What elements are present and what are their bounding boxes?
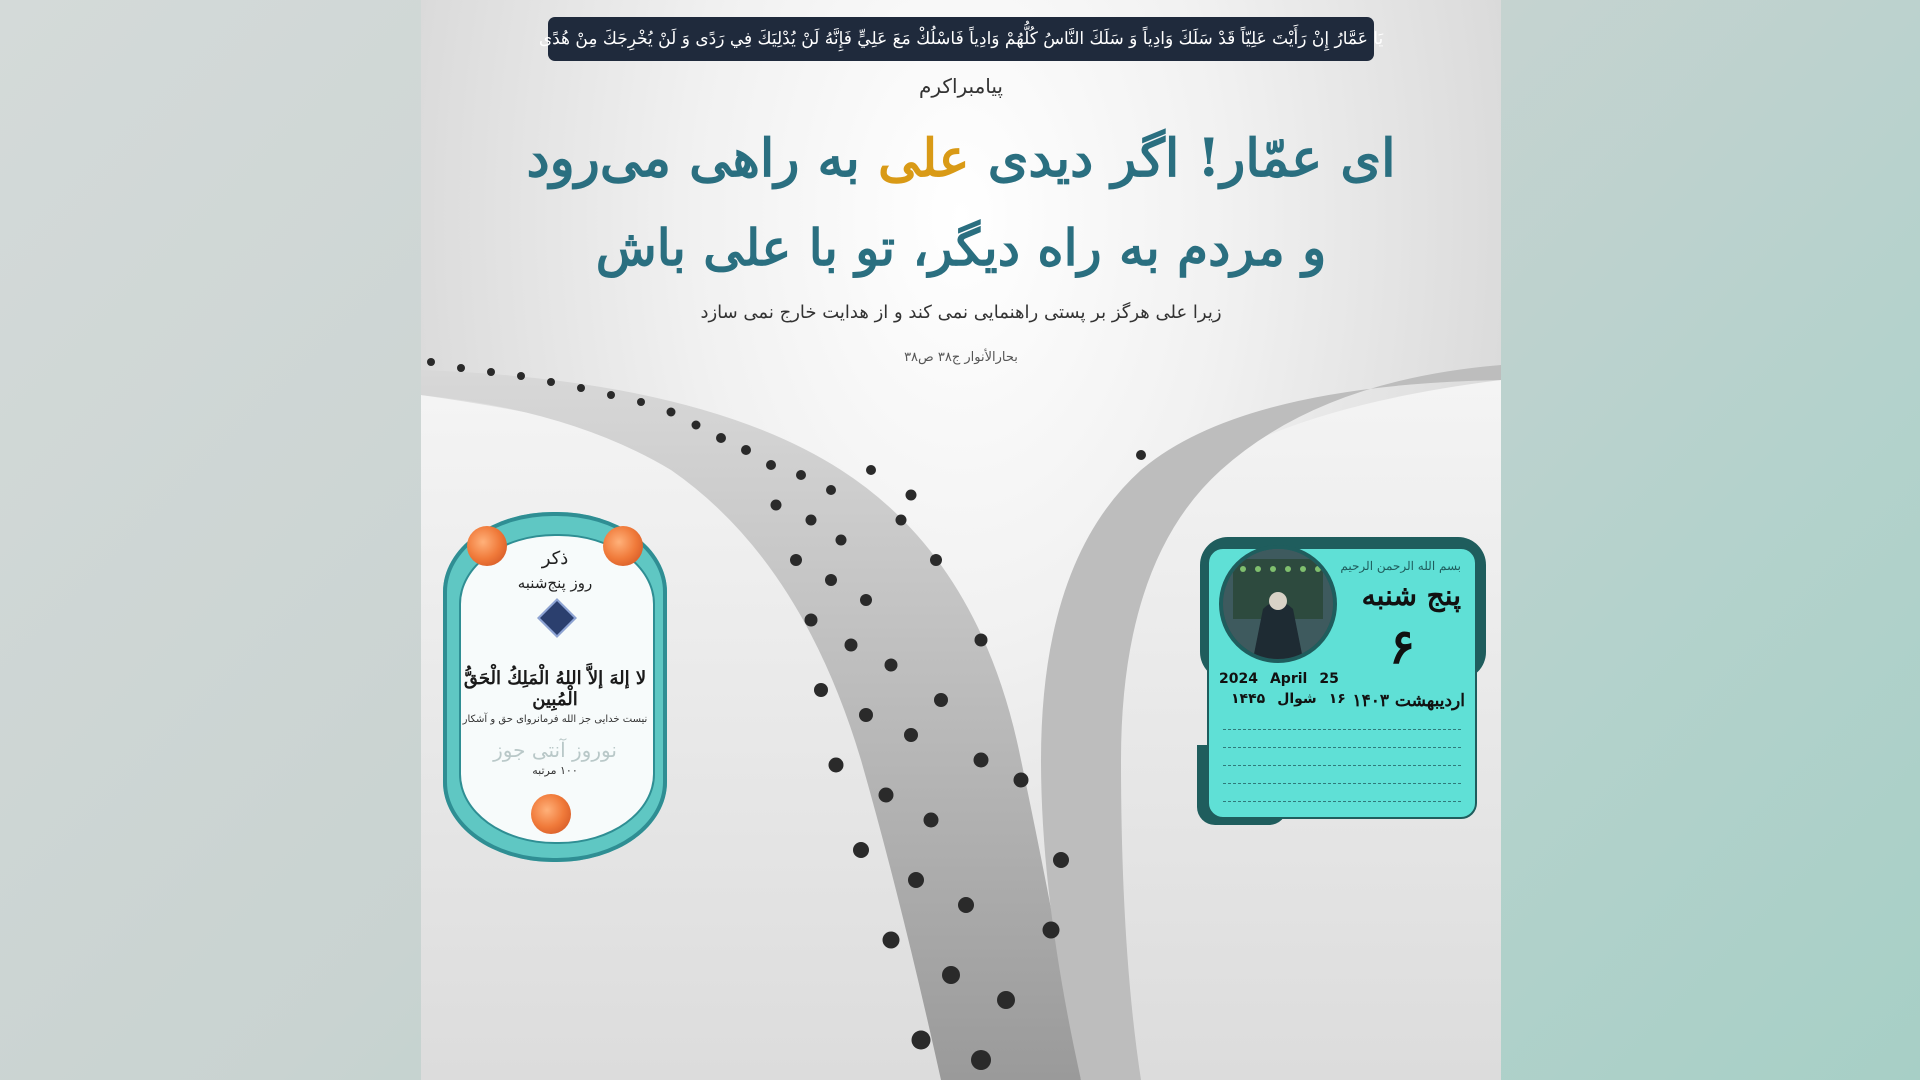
hadith-banner <box>538 17 1384 61</box>
headline-line-1 <box>421 128 1501 189</box>
subline: زیرا علی هرگز بر پستی راهنمایی نمی کند و از هدایت خارج نمی سازد <box>700 302 1222 323</box>
lonely-walker <box>1136 450 1146 460</box>
zikr-translation: نیست خدایی جز الله فرمانروای حق و آشکار <box>462 714 648 725</box>
zikr-title: ذکر <box>541 548 569 569</box>
poster <box>421 0 1501 1080</box>
note-line <box>1223 783 1461 784</box>
lunar-month: شوال <box>1277 691 1317 707</box>
greg-month: April <box>1269 671 1308 687</box>
calendar-calligraphy: بسم الله الرحمن الرحیم <box>1340 559 1461 573</box>
headline-line-2: و مردم به راه دیگر، تو با علی باش <box>595 218 1327 277</box>
note-line <box>1223 801 1461 802</box>
note-line <box>1223 747 1461 748</box>
zikr-card <box>443 512 667 862</box>
calendar-card <box>1207 547 1477 819</box>
calendar-day-number: ۶ <box>1389 619 1415 675</box>
flower-icon <box>531 794 571 834</box>
source-label: پیامبراکرم <box>919 74 1003 98</box>
zikr-count: ۱۰۰ مرتبه <box>532 764 578 777</box>
greg-day: 25 <box>1319 671 1339 687</box>
headline-ali: علی <box>878 128 970 189</box>
reference: بحارالأنوار ج۳۸ ص۳۸ <box>904 350 1018 365</box>
lunar-day: ۱۶ <box>1328 691 1346 707</box>
headline-part-1: ای عمّار! اگر دیدی <box>969 128 1396 189</box>
zikr-arabic: لا إلهَ إلاَّ اللهُ الْمَلِكُ الْحَقُّ الْمُبِين <box>463 668 647 710</box>
note-line <box>1223 765 1461 766</box>
headline-part-2: به راهی می‌رود <box>526 128 878 189</box>
calendar-solar-date: اردیبهشت ۱۴۰۳ <box>1352 691 1465 711</box>
zikr-watermark: نوروز آنتی جوز <box>493 738 617 762</box>
note-line <box>1223 729 1461 730</box>
calendar-gregorian-date <box>1219 671 1351 687</box>
lunar-year: ۱۴۴۵ <box>1231 691 1266 707</box>
calendar-lunar-date <box>1219 691 1346 707</box>
hadith-arabic-text: يَا عَمَّارُ إِنْ رَأَيْتَ عَلِيّاً قَدْ سَلَكَ وَادِياً وَ سَلَكَ النَّاسُ كُلُّهُمْ وَادِياً فَاسْلُكْ مَعَ عَلِيٍّ فَإِنَّهُ لَنْ يُدْلِيَكَ فِي رَدًى وَ لَنْ يُخْرِجَكَ مِنْ هُدًى <box>538 29 1384 49</box>
greg-year: 2024 <box>1219 671 1258 687</box>
zikr-day: روز پنج‌شنبه <box>517 574 593 592</box>
shrine-photo <box>1219 545 1337 663</box>
calendar-day-name: پنج شنبه <box>1361 579 1461 612</box>
shrine-icon <box>1223 549 1333 659</box>
